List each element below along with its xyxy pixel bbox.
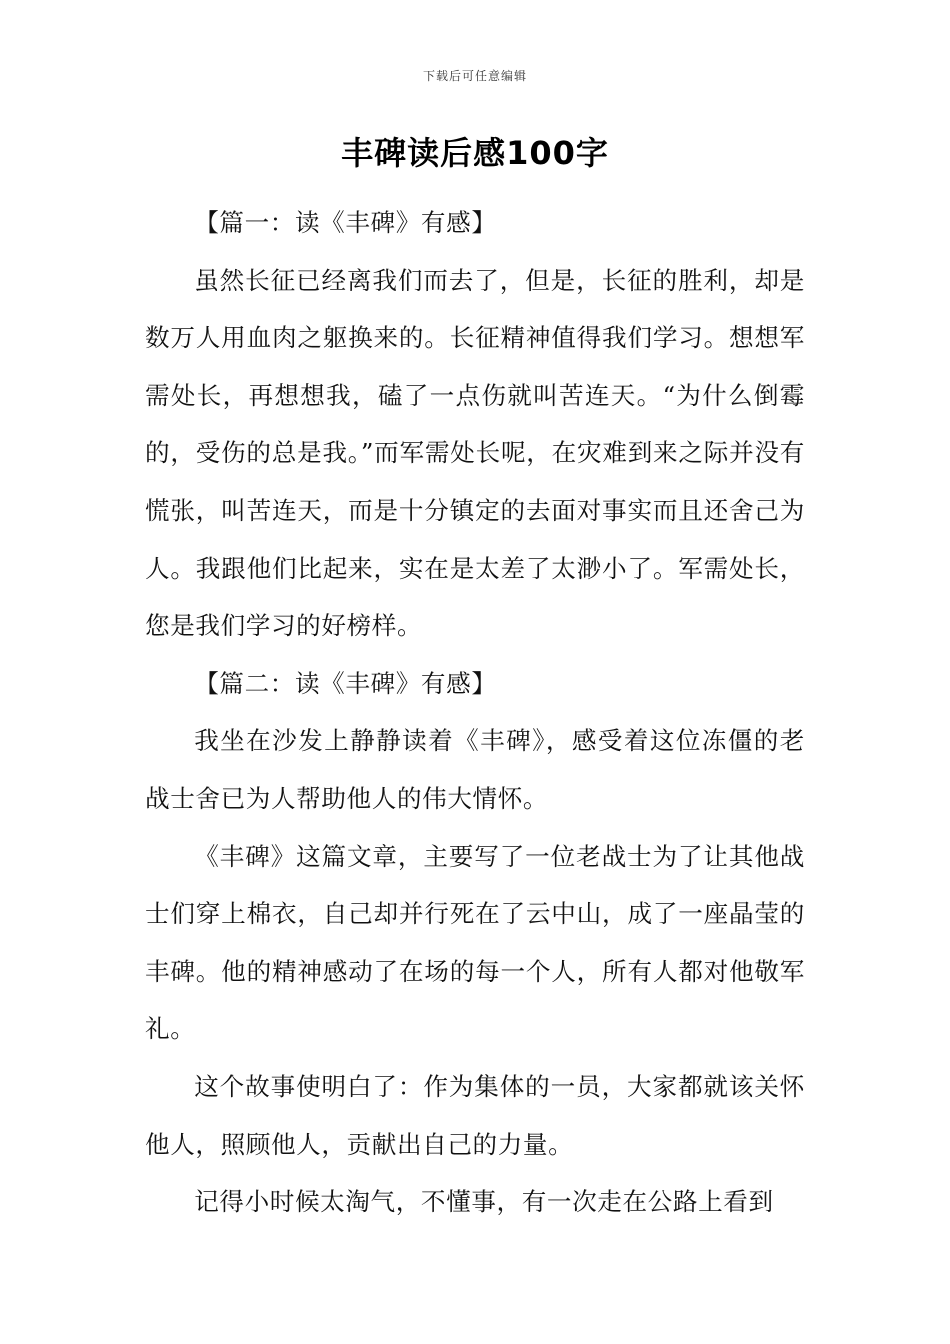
paragraph: 这个故事使明白了：作为集体的一员，大家都就该关怀他人，照顾他人，贡献出自己的力量。 (145, 1071, 805, 1159)
section-heading-1: 【篇一：读《丰碑》有感】 (194, 208, 497, 237)
document-body (145, 194, 805, 1231)
paragraph: 我坐在沙发上静静读着《丰碑》，感受着这位冻僵的老战士舍已为人帮助他人的伟大情怀。 (145, 726, 805, 813)
paragraph: 记得小时候太淘气，不懂事，有一次走在公路上看到 (194, 1187, 774, 1217)
header-note: 下载后可任意编辑 (422, 69, 527, 83)
paragraph: 虽然长征已经离我们而去了，但是，长征的胜利，却是数万人用血肉之躯换来的。长征精神值得我们学习。想想军需处长，再想想我，磕了一点伤就叫苦连天。“为什么倒霉的，受伤的总是我。”而军需处长呢，在灾难到来之际并没有慌张，叫苦连天，而是十分镇定的去面对事实而且还舍己为人。我跟他们比起来，实在是太差了太渺小了。军需处长，您是我们学习的好榜样。 (145, 265, 805, 641)
paragraph: 《丰碑》这篇文章，主要写了一位老战士为了让其他战士们穿上棉衣，自己却并行死在了云中山，成了一座晶莹的丰碑。他的精神感动了在场的每一个人，所有人都对他敬军礼。 (145, 841, 805, 1044)
document-title: 丰碑读后感100字 (341, 134, 609, 172)
section-heading-2: 【篇二：读《丰碑》有感】 (194, 668, 497, 698)
